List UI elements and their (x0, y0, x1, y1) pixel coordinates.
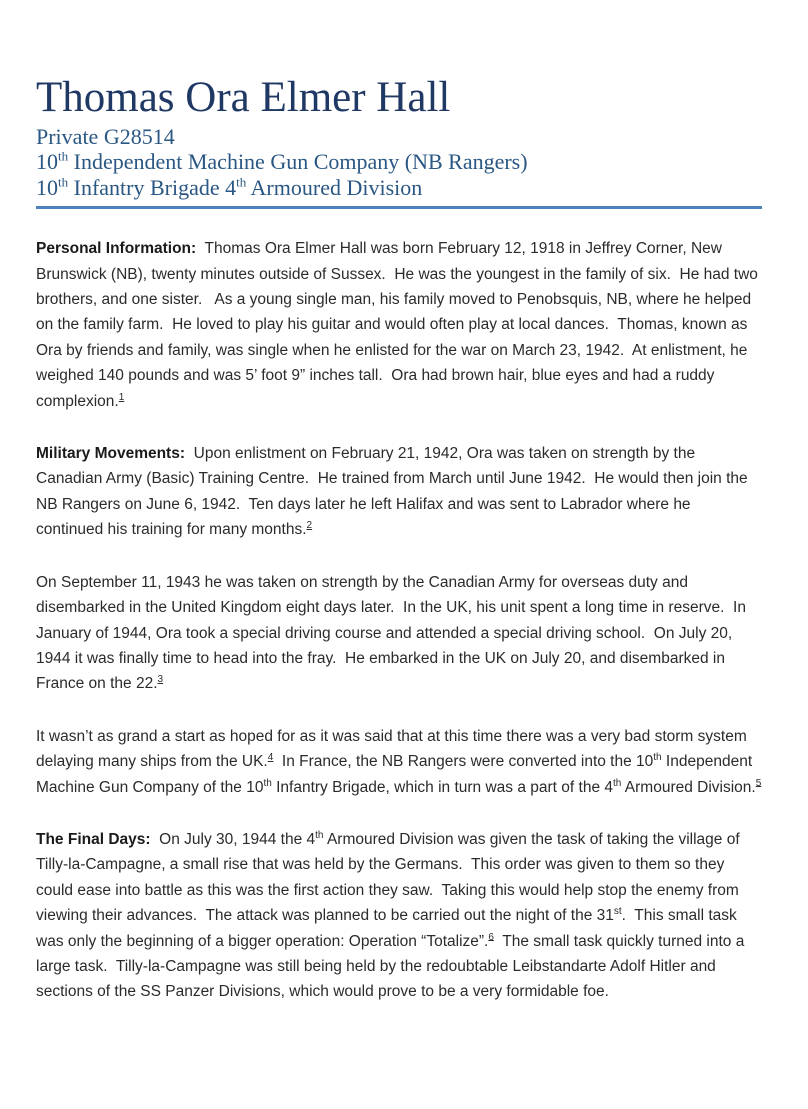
text-run: 10 (36, 174, 58, 200)
document-title: Thomas Ora Elmer Hall (36, 74, 451, 121)
text-run: Infantry Brigade, which in turn was a part of the 4 (271, 778, 613, 796)
text-run: The small task quickly turned into a large task. Tilly-la-Campagne was still being held by the redoubtable Leibstandarte Adolf Hitler and sections of the SS Panzer Divisions, which would prove to be a very formidable foe. (36, 932, 749, 1001)
paragraph (36, 724, 762, 800)
paragraph (36, 827, 762, 1005)
text-run: Private G28514 (36, 124, 175, 149)
text-run: Independent Machine Gun Company of the 10 (36, 753, 757, 796)
ordinal-superscript: th (315, 829, 324, 841)
paragraph-lead-label: The Final Days: (36, 830, 151, 848)
paragraph (36, 441, 762, 543)
text-run: It wasn’t as grand a start as hoped for as it was said that at this time there was a very bad storm system delaying many ships from the UK. (36, 727, 752, 771)
footnote-ref[interactable]: 4 (267, 751, 274, 763)
text-run: . This small task was only the beginning of a bigger operation: Operation “Totalize”. (36, 907, 742, 950)
footnote-ref[interactable]: 2 (306, 520, 313, 532)
text-run: Armoured Division. (621, 778, 756, 796)
footnote-ref[interactable]: 1 (118, 391, 125, 403)
ordinal-superscript: th (236, 174, 247, 190)
text-run: Infantry Brigade 4 (68, 174, 237, 200)
text-run: On July 30, 1944 the 4 (150, 830, 316, 848)
title-rule-divider (36, 206, 762, 209)
text-run: Armoured Division (246, 174, 423, 200)
footnote-ref[interactable]: 6 (488, 931, 494, 943)
document-subtitle (36, 124, 762, 200)
text-run: Independent Machine Gun Company (NB Rangers) (68, 149, 528, 175)
ordinal-superscript: th (58, 149, 69, 165)
subtitle-line (36, 175, 762, 200)
ordinal-superscript: st (613, 906, 622, 917)
subtitle-line (36, 124, 762, 149)
ordinal-superscript: th (653, 751, 662, 763)
paragraph-lead-label: Personal Information: (36, 240, 197, 258)
text-run: Thomas Ora Elmer Hall was born February 12, 1918 in Jeffrey Corner, New Brunswick (NB), twenty minutes outside of Sussex. He was the youngest in the family of six. He had two brothers, and one sister. As a young single man, his family moved to Penobsquis, NB, where he helped on the family farm. He loved to play his guitar and would often play at local dances. Thomas, known as Ora by friends and family, was single when he enlisted for the war on March 23, 1942. At enlistment, he weighed 140 pounds and was 5’ foot 9” inches tall. Ora had brown hair, blue eyes and had a ruddy complexion. (36, 240, 763, 410)
document-header (36, 74, 762, 209)
footnote-ref[interactable]: 5 (755, 777, 762, 789)
paragraph-lead-label: Military Movements: (36, 445, 186, 463)
text-run: On September 11, 1943 he was taken on strength by the Canadian Army for overseas duty and disembarked in the United Kingdom eight days later. In the UK, his unit spent a long time in reserve. In January of 1944, Ora took a special driving course and attended a special driving school. On July 20, 1944 it was finally time to head into the fray. He embarked in the UK on July 20, and disembarked in France on the 22. (36, 573, 751, 693)
paragraph (36, 236, 762, 414)
ordinal-superscript: th (613, 777, 622, 789)
subtitle-line (36, 149, 762, 174)
text-run: Upon enlistment on February 21, 1942, Ora was taken on strength by the Canadian Army (Basic) Training Centre. He trained from March until June 1942. He would then join the NB Rangers on June 6, 1942. Ten days later he left Halifax and was sent to Labrador where he continued his training for many months. (36, 445, 752, 539)
text-run: Armoured Division was given the task of taking the village of Tilly-la-Campagne, a small rise that was held by the Germans. This order was given to them so they could ease into battle as this was the first action they saw. Taking this would help stop the enemy from viewing their advances. The attack was planned to be carried out the night of the 31 (36, 830, 744, 925)
ordinal-superscript: th (263, 777, 272, 789)
ordinal-superscript: th (58, 174, 69, 190)
document-body (36, 236, 762, 1005)
paragraph (36, 570, 762, 697)
text-run: In France, the NB Rangers were converted into the 10 (273, 753, 654, 771)
text-run: 10 (36, 149, 58, 175)
footnote-ref[interactable]: 3 (157, 674, 164, 686)
